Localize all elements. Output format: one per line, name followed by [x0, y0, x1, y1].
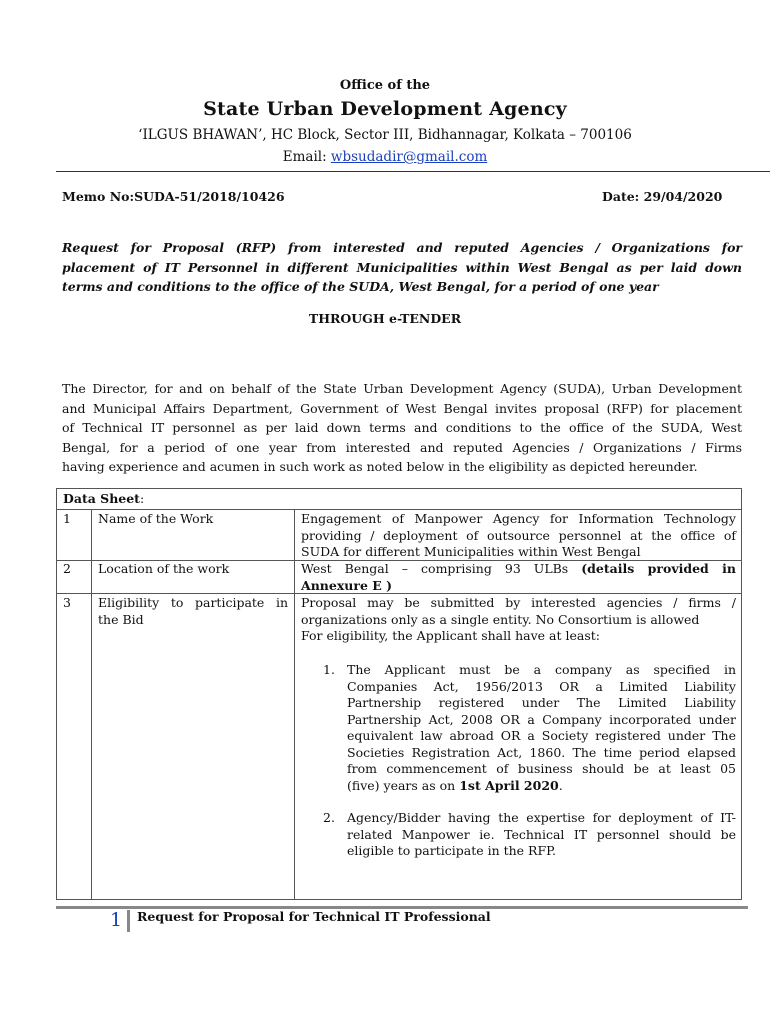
row-number: 1: [63, 511, 71, 526]
page-number-separator: [127, 910, 130, 932]
table-rule: [57, 509, 741, 510]
office-heading: Office of the: [339, 78, 431, 93]
description-line: For eligibility, the Applicant shall have at least:: [301, 628, 600, 643]
footer-title: Request for Proposal for Technical IT Professional: [137, 909, 491, 924]
data-sheet-table: [56, 488, 742, 900]
row-label: [98, 595, 288, 628]
description-line: Proposal may be submitted by interested agencies / firms /: [301, 595, 736, 610]
row-label: Name of the Work: [98, 511, 214, 526]
criteria-line: Companies Act, 1956/2013 OR a Limited Liability: [347, 678, 736, 694]
row-description: [301, 595, 736, 645]
subject-line: Request for Proposal (RFP) from interested and reputed Agencies / Organizations for: [62, 240, 742, 255]
data-sheet-title-colon: :: [139, 491, 145, 506]
row-number: 3: [63, 595, 71, 610]
row-number: 2: [63, 561, 71, 576]
table-column-rule: [294, 509, 295, 899]
criteria-line: related Manpower ie. Technical IT personnel should be: [347, 826, 736, 842]
header-divider: [56, 171, 770, 172]
criteria-line: equivalent law abroad OR a Society registered under The: [347, 728, 736, 743]
email-link[interactable]: wbsudadir@gmail.com: [330, 149, 488, 165]
data-sheet-title-text: Data Sheet: [63, 491, 140, 506]
location-details-bold: (details provided in: [581, 561, 736, 576]
eligibility-criteria-list: [323, 662, 736, 860]
criteria-line: Societies Registration Act, 1860. The time period elapsed: [347, 744, 736, 760]
criteria-text: (five) years as on: [347, 777, 460, 793]
intro-line: Bengal, for a period of one year from interested and reputed Agencies / Organizations / Firms: [62, 439, 742, 455]
location-annexure-bold: Annexure E ): [301, 577, 393, 593]
intro-line: The Director, for and on behalf of the State Urban Development Agency (SUDA), Urban Development: [62, 381, 742, 396]
description-line: organizations only as a single entity. No Consortium is allowed: [301, 611, 700, 627]
subject-line: terms and conditions to the office of the SUDA, West Bengal, for a period of one year: [62, 279, 659, 294]
tender-mode: THROUGH e-TENDER: [308, 311, 462, 326]
criteria-line: Agency/Bidder having the expertise for deployment of IT-: [347, 810, 736, 825]
list-item: [323, 810, 736, 860]
intro-line: of Technical IT personnel as per laid down terms and conditions to the office of the SUDA, West: [62, 420, 742, 435]
subject-line: placement of IT Personnel in different Municipalities within West Bengal as per laid down: [62, 259, 742, 275]
data-sheet-title: [63, 491, 144, 508]
label-line: the Bid: [98, 611, 144, 627]
criteria-line: eligible to participate in the RFP.: [347, 843, 556, 858]
criteria-line: The Applicant must be a company as specified in: [347, 662, 736, 677]
location-text: West Bengal – comprising 93 ULBs: [301, 561, 582, 576]
intro-paragraph: [62, 379, 742, 477]
description-line: [301, 561, 736, 578]
list-item-number: 2.: [323, 810, 335, 825]
row-description: [301, 561, 736, 594]
email-label: Email:: [282, 149, 331, 165]
description-line: [301, 578, 736, 595]
intro-line: having experience and acumen in such work as noted below in the eligibility as depicted hereunder.: [62, 459, 698, 474]
criteria-date-bold: 1st April 2020: [459, 777, 559, 793]
description-line: Engagement of Manpower Agency for Information Technology: [301, 511, 736, 526]
description-line: providing / deployment of outsource personnel at the office of: [301, 527, 736, 543]
row-description: [301, 511, 736, 561]
label-line: Eligibility to participate in: [98, 595, 288, 610]
table-column-rule: [91, 509, 92, 899]
list-item: [323, 662, 736, 794]
agency-address: ‘ILGUS BHAWAN’, HC Block, Sector III, Bidhannagar, Kolkata – 700106: [138, 127, 632, 143]
criteria-text-end: .: [558, 777, 563, 793]
intro-line: and Municipal Affairs Department, Government of West Bengal invites proposal (RFP) for placement: [62, 400, 742, 416]
memo-date: Date: 29/04/2020: [602, 189, 723, 204]
email-line: [0, 149, 770, 165]
subject-paragraph: [62, 238, 742, 297]
description-line: SUDA for different Municipalities within West Bengal: [301, 544, 641, 559]
memo-number: Memo No:SUDA-51/2018/10426: [62, 189, 285, 204]
page-number: 1: [110, 909, 123, 931]
criteria-line: from commencement of business should be at least 05: [347, 761, 736, 776]
criteria-line: Partnership Act, 2008 OR a Company incorporated under: [347, 711, 736, 727]
row-label: Location of the work: [98, 561, 230, 576]
agency-title: State Urban Development Agency: [203, 98, 567, 120]
criteria-line: Partnership registered under The Limited Liability: [347, 695, 736, 710]
list-item-number: 1.: [323, 662, 335, 677]
criteria-line: [347, 778, 736, 795]
